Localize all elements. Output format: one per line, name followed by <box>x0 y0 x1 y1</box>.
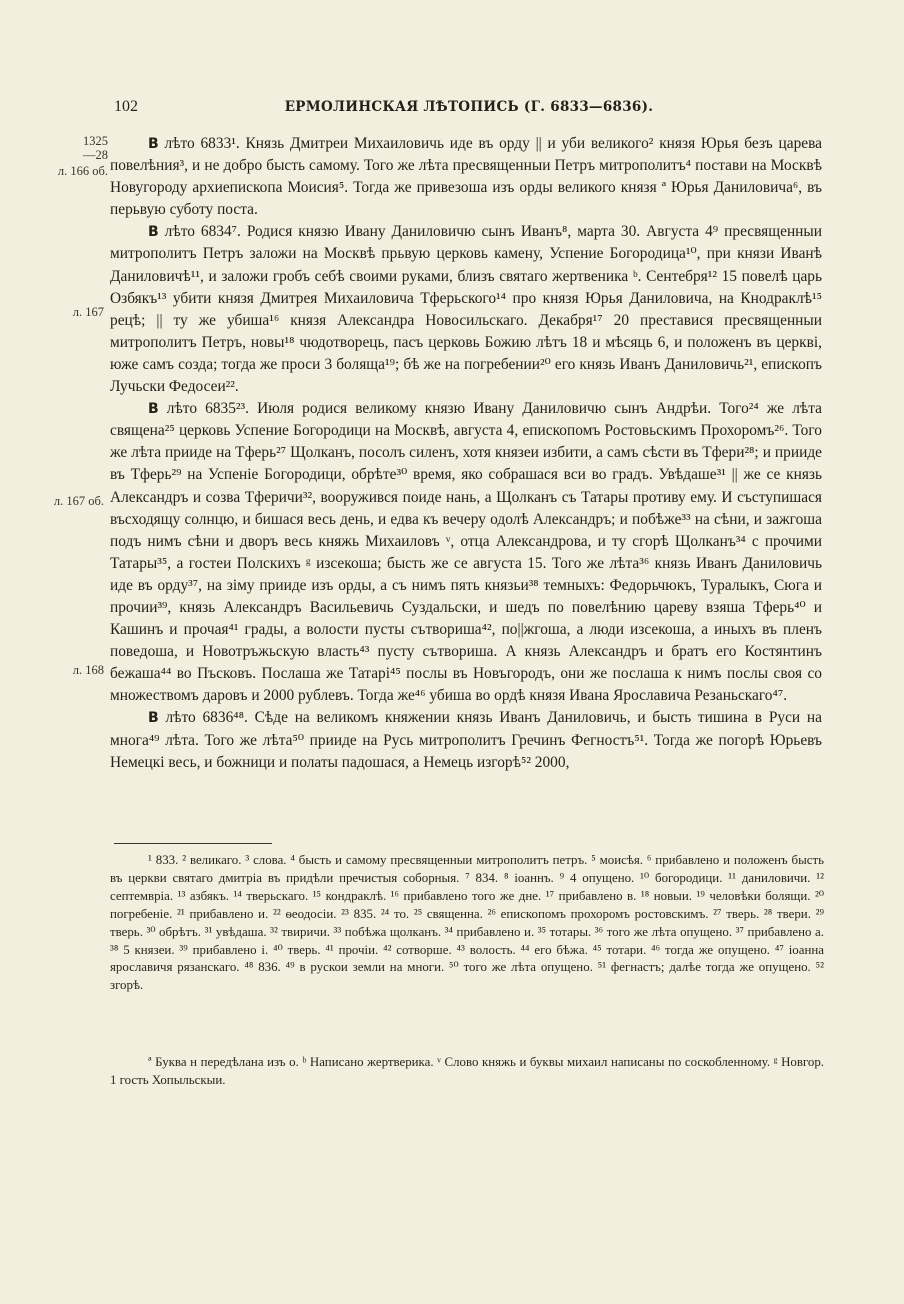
initial-letter: В <box>148 224 159 241</box>
running-title: ЕРМОЛИНСКАЯ ЛѢТОПИСЬ (Г. 6833—6836). <box>284 99 654 115</box>
initial-letter: В <box>148 401 159 418</box>
footnote-divider <box>114 843 272 844</box>
page-header <box>114 98 824 120</box>
margin-leaf-167v: л. 167 об. <box>53 494 104 508</box>
paragraph-text: лѣто 6836⁴⁸. Сѣде на великомъ княжении князь Иванъ Даниловичь, и бысть тишина в Руси на многа⁴⁹ лѣта. Того же лѣта⁵⁰ прииде на Русь митрополитъ Гречинъ Фегностъ⁵¹. Тогда же погорѣ Юрьевъ Немецкі весь, и божници и полаты падошася, а Немець изгорѣ⁵² 2000, <box>110 709 822 771</box>
margin-year-range <box>62 134 108 162</box>
margin-leaf-166v: л. 166 об. <box>57 164 108 178</box>
margin-year-2: —28 <box>83 148 108 162</box>
paragraph-6835 <box>110 398 822 707</box>
paragraph-text: лѣто 6835²³. Июля родися великому князю Ивану Даниловичю сынъ Андрѣи. Того²⁴ же лѣта священа²⁵ церковь Успение Богородици на Москвѣ, августа 4, епископомъ Ростовьскимъ Прохоромъ²⁶. Того же лѣта прииде на Тферь²⁷ Щолканъ, посолъ силенъ, хотя князеи избити, а самъ сѣсти въ Тфери²⁸; и прииде въ Тферь²⁹ на Успеніе Богородици, обрѣте³⁰ время, яко собрашася вси во градъ. Увѣдаше³¹ || же се князь Александръ и созва Тферичи³², вооружився поиде нань, а Щолканъ съ Татары противу ему. И съступишася въсходящу солнцю, и бишася весь день, и едва къ вечеру одолѣ Александръ; и побѣже³³ на сѣни, и зажгоша подъ нимъ сѣни и дворъ весь княжь Михаиловъ ᵛ, отца Александрова, и ту сгорѣ Щолканъ³⁴ с прочими Татары³⁵, а гостеи Полскихъ ᵍ изсекоша; бысть же се августа 15. Того же лѣта³⁶ князь Иванъ Даниловичь иде въ орду³⁷, на зіму прииде изъ орды, а съ нимъ пять князьи³⁸ темныхъ: Федорьчюкъ, Туралыкъ, Сюга и прочии³⁹, князь Александръ Васильевичь Суздальски, и шедъ по повелѣнию цареву взяша Тферь⁴⁰ и Кашинъ и прочая⁴¹ грады, а волости пусты сътвориша⁴², по||жгоша, а люди изсекоша, а иныхъ въ пленъ поведоша, и Новотръжьскую власть⁴³ пусту сътвориша. А князь Александръ и братъ его Костянтинъ бежаша⁴⁴ во Пъсковъ. Послаша же Татарі⁴⁵ послы въ Новъгородъ, они же послаша к нимъ послы своя со множествомъ даровъ и 2000 рублевъ. Тогда же⁴⁶ убиша во ордѣ князя Ивана Ярославича Резаньскаго⁴⁷. <box>110 400 822 705</box>
margin-leaf-167: л. 167 <box>72 305 104 319</box>
paragraph-6833 <box>110 133 822 221</box>
initial-letter: В <box>148 710 159 727</box>
footnote-text: ª Буква н передѣлана изъ о. ᵇ Написано жертверика. ᵛ Слово княжь и буквы михаил написаны по соскобленному. ᵍ Новгор. 1 гость Хопыльскыи. <box>110 1055 824 1087</box>
paragraph-text: лѣто 6834⁷. Родися князю Ивану Даниловичю сынъ Иванъ⁸, марта 30. Августа 4⁹ пресвященныи митрополитъ Петръ заложи на Москвѣ прьвую церковь камену, Успение Богородица¹⁰, при князи Иванѣ Даниловичѣ¹¹, и заложи гробъ себѣ своими руками, близъ святаго жертвеника ᵇ. Сентебря¹² 15 повелѣ царь Озбякъ¹³ убити князя Дмитрея Михаиловича Тферьского¹⁴ про князя Юрья Даниловича, на Кнодраклѣ¹⁵ рецѣ; || ту же убиша¹⁶ князя Александра Новосильскаго. Декабря¹⁷ 20 преставися пресвященныи митрополитъ Петръ, новы¹⁸ чюдотворець, пасъ церковь Божию лѣтъ 18 и мѣсяць 6, и положенъ въ церкві, юже самъ созда; тогда же проси 3 боляща¹⁹; бѣ же на погребении²⁰ его князь Иванъ Даниловичь²¹, епископъ Лучьски Федосеи²². <box>110 223 822 396</box>
footnote-text: ¹ 833. ² великаго. ³ слова. ⁴ бысть и самому пресвященныи митрополитъ петръ. ⁵ моисѣя. ⁶ прибавлено и положенъ бысть въ церкви святаго дмитріа въ придѣли пречистыя соборныя. ⁷ 834. ⁸ іоаннъ. ⁹ 4 опущено. ¹⁰ богородици. ¹¹ даниловичи. ¹² септемвріа. ¹³ азбякъ. ¹⁴ тверьскаго. ¹⁵ кондраклѣ. ¹⁶ прибавлено того же дне. ¹⁷ прибавлено в. ¹⁸ новыи. ¹⁹ человѣки болящи. ²⁰ погребеніе. ²¹ прибавлено и. ²² ѳеодосіи. ²³ 835. ²⁴ то. ²⁵ священна. ²⁶ епископомъ прохоромъ ростовскимъ. ²⁷ тверь. ²⁸ твери. ²⁹ тверь. ³⁰ обрѣтъ. ³¹ увѣдаша. ³² твиричи. ³³ побѣжа щолканъ. ³⁴ прибавлено и. ³⁵ тотары. ³⁶ того же лѣта опущено. ³⁷ прибавлено а. ³⁸ 5 князеи. ³⁹ прибавлено і. ⁴⁰ тверь. ⁴¹ прочіи. ⁴² сотворше. ⁴³ волость. ⁴⁴ его бѣжа. ⁴⁵ тотари. ⁴⁶ тогда же опущено. ⁴⁷ іоанна ярославичя рязанскаго. ⁴⁸ 836. ⁴⁹ в рускои земли на многи. ⁵⁰ того же лѣта опущено. ⁵¹ фегнастъ; далѣе тогда же опущено. ⁵² згорѣ. <box>110 853 824 993</box>
initial-letter: В <box>148 136 159 152</box>
main-text <box>110 133 822 774</box>
paragraph-6834 <box>110 221 822 398</box>
paragraph-text: лѣто 6833¹. Князь Дмитреи Михаиловичь иде въ орду || и уби великого² князя Юрья безъ царева повелѣния³, и не добро бысть самому. Того же лѣта пресвященныи Петръ митрополитъ⁴ постави на Москвѣ Новугороду архиепископа Моисия⁵. Тогда же привезоша изъ орды великого князя ª Юрья Даниловича⁶, въ перьвую суботу поста. <box>110 135 822 219</box>
paragraph-6836 <box>110 707 822 773</box>
margin-leaf-168: л. 168 <box>72 663 104 677</box>
letter-footnotes <box>110 1054 824 1090</box>
page-number: 102 <box>114 98 138 115</box>
variant-footnotes <box>110 852 824 995</box>
margin-year-1: 1325 <box>83 134 108 148</box>
